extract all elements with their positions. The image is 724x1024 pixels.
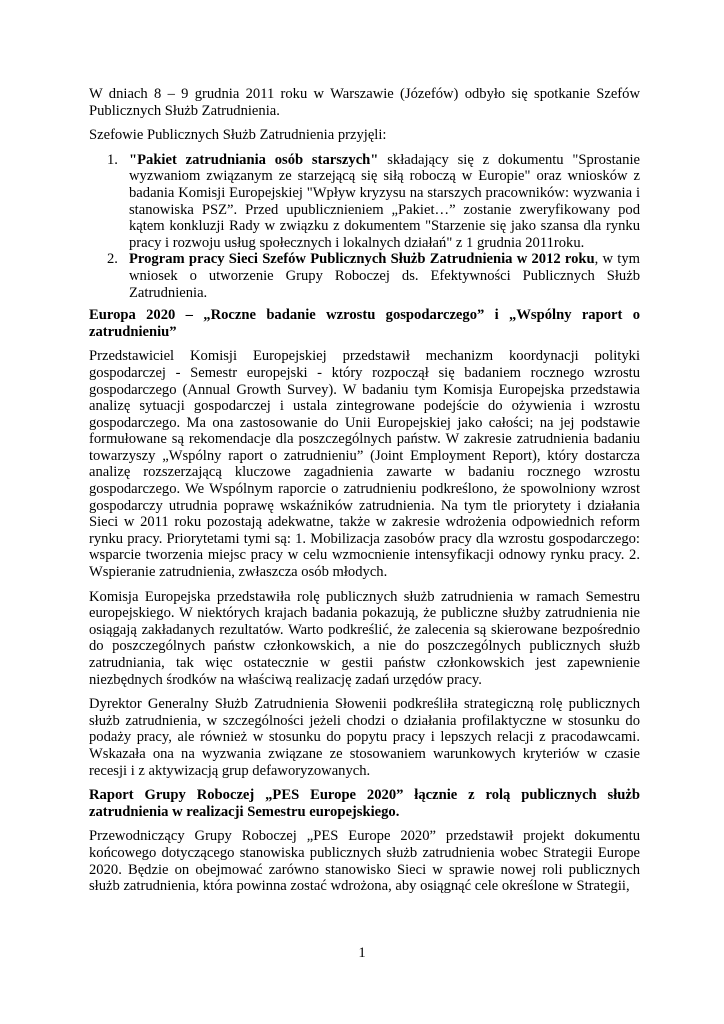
list-item [89, 251, 640, 301]
intro-paragraph: W dniach 8 – 9 grudnia 2011 roku w Warszawie (Józefów) odbyło się spotkanie Szefów Publicznych Służb Zatrudnienia. [89, 86, 640, 119]
adopted-list [89, 152, 640, 301]
list-number: 1. [107, 151, 118, 168]
list-item-text: składający się z dokumentu "Sprostanie wyzwaniom związanym ze starzejącą się siłą roboczą w Europie" oraz wniosków z badania Komisji Europejskiej "Wpływ kryzysu na starszych pracowników: wyzwania i stanowiska PSZ”. Przed upublicznieniem „Pakiet…” zostanie zweryfikowany pod kątem konkluzji Rady w związku z dokumentem "Starzenie się jako szansa dla rynku pracy i rozwoju usług społecznych i lokalnych działań" z 1 grudnia 2011roku. [129, 151, 640, 251]
list-item-text: , w tym wniosek o utworzenie Grupy Roboczej ds. Efektywności Publicznych Służb Zatrudnienia. [129, 251, 641, 301]
body-paragraph: Dyrektor Generalny Służb Zatrudnienia Słowenii podkreśliła strategiczną rolę publicznych służb zatrudnienia, w szczególności jeżeli chodzi o działania profilaktyczne w stosunku do podaży pracy, ale również w stosunku do popytu pracy i lepszych relacji z pracodawcami. Wskazała ona na wyzwania związane ze stosowaniem warunkowych kryteriów w czasie recesji i z aktywizacją grup defaworyzowanych. [89, 696, 640, 779]
list-item [89, 152, 640, 252]
list-item-title: "Pakiet zatrudniania osób starszych" [129, 151, 379, 168]
document-body [89, 86, 640, 903]
list-number: 2. [107, 251, 118, 268]
section-heading-working-group: Raport Grupy Roboczej „PES Europe 2020” łącznie z rolą publicznych służb zatrudnienia w realizacji Semestru europejskiego. [89, 787, 640, 820]
section-heading-europa-2020: Europa 2020 – „Roczne badanie wzrostu gospodarczego” i „Wspólny raport o zatrudnieniu” [89, 307, 640, 340]
body-paragraph: Przewodniczący Grupy Roboczej „PES Europe 2020” przedstawił projekt dokumentu końcowego dotyczącego stanowiska publicznych służb zatrudnienia wobec Strategii Europe 2020. Będzie on obejmować zarówno stanowisko Sieci w sprawie nowej roli publicznych służb zatrudnienia, która powinna zostać wdrożona, aby osiągnąć cele określone w Strategii, [89, 828, 640, 895]
body-paragraph: Przedstawiciel Komisji Europejskiej przedstawił mechanizm koordynacji polityki gospodarczej - Semestr europejski - który rozpoczął się badaniem rocznego wzrostu gospodarczego (Annual Growth Survey). W badaniu tym Komisja Europejska przedstawia analizę sytuacji gospodarczej i ustala zintegrowane podejście do ożywienia i wzrostu gospodarczego. Ma ona zastosowanie do Unii Europejskiej jako całości; na jej podstawie formułowane są rekomendacje dla poszczególnych państw. W zakresie zatrudnienia badaniu towarzyszy „Wspólny raport o zatrudnieniu” (Joint Employment Report), który dostarcza analizę rozszerzającą kluczowe zagadnienia zawarte w badaniu rocznego wzrostu gospodarczego. We Wspólnym raporcie o zatrudnieniu podkreślono, że spowolniony wzrost gospodarczy utrudnia poprawę wskaźników zatrudnienia. Na tym tle priorytety i działania Sieci w 2011 roku pozostają adekwatne, także w zakresie wdrożenia odpowiednich reform rynku pracy. Priorytetami tymi są: 1. Mobilizacja zasobów pracy dla wzrostu gospodarczego: wsparcie tworzenia miejsc pracy w celu wzmocnienie intensyfikacji odnowy rynku pracy. 2. Wspieranie zatrudnienia, zwłaszcza osób młodych. [89, 348, 640, 581]
adopted-heading: Szefowie Publicznych Służb Zatrudnienia przyjęli: [89, 127, 387, 144]
list-item-title: Program pracy Sieci Szefów Publicznych Służb Zatrudnienia w 2012 roku [129, 251, 595, 268]
page-number: 1 [358, 945, 366, 961]
body-paragraph: Komisja Europejska przedstawiła rolę publicznych służb zatrudnienia w ramach Semestru europejskiego. W niektórych krajach badania pokazują, że publiczne służby zatrudnienia nie osiągają zakładanych rezultatów. Warto podkreślić, że zalecenia są skierowane bezpośrednio do poszczególnych państw członkowskich, a nie do poszczególnych publicznych służb zatrudniania, tak więc ostatecznie w gestii państw członkowskich jest zapewnienie niezbędnych środków na właściwą realizację zadań urzędów pracy. [89, 588, 640, 688]
